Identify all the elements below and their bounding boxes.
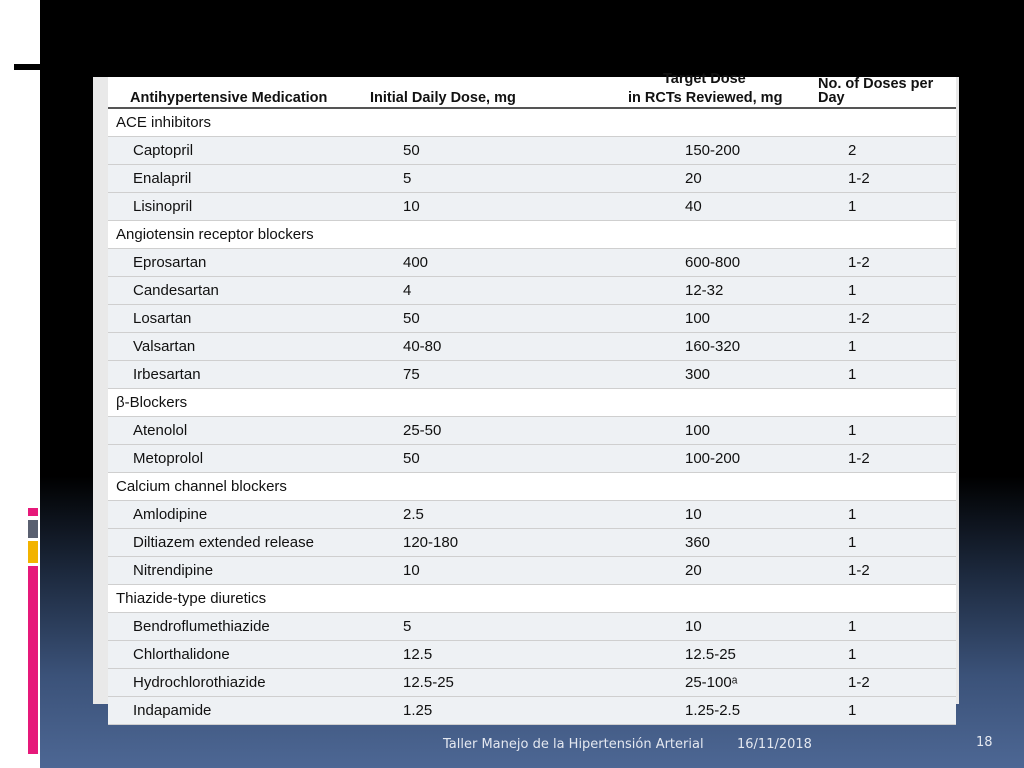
initial-dose-cell xyxy=(358,108,628,137)
table-category-row xyxy=(108,221,956,249)
doses-per-day-cell: 1 xyxy=(818,417,956,445)
doses-per-day-cell: 1 xyxy=(818,361,956,389)
doses-per-day-cell: 1-2 xyxy=(818,305,956,333)
category-name-cell: Calcium channel blockers xyxy=(108,473,358,501)
initial-dose-cell: 12.5 xyxy=(358,641,628,669)
initial-dose-cell xyxy=(358,389,628,417)
drug-name-cell: Metoprolol xyxy=(108,445,358,473)
initial-dose-cell xyxy=(358,473,628,501)
table-row xyxy=(108,333,956,361)
table-row xyxy=(108,641,956,669)
table-row xyxy=(108,697,956,725)
drug-name-cell: Atenolol xyxy=(108,417,358,445)
footer-date: 16/11/2018 xyxy=(737,737,812,752)
footer-title: Taller Manejo de la Hipertensión Arterial xyxy=(443,737,704,752)
doses-per-day-cell: 1 xyxy=(818,193,956,221)
drug-name-cell: Bendroflumethiazide xyxy=(108,613,358,641)
initial-dose-cell: 10 xyxy=(358,193,628,221)
doses-per-day-cell xyxy=(818,221,956,249)
table-row xyxy=(108,193,956,221)
initial-dose-cell: 50 xyxy=(358,305,628,333)
doses-per-day-cell xyxy=(818,389,956,417)
drug-name-cell: Indapamide xyxy=(108,697,358,725)
target-dose-cell: 100 xyxy=(628,305,818,333)
initial-dose-cell: 10 xyxy=(358,557,628,585)
doses-per-day-cell: 1 xyxy=(818,277,956,305)
target-dose-cell: 20 xyxy=(628,165,818,193)
table-row xyxy=(108,529,956,557)
initial-dose-cell: 75 xyxy=(358,361,628,389)
target-dose-cell xyxy=(628,585,818,613)
drug-name-cell: Eprosartan xyxy=(108,249,358,277)
table-row xyxy=(108,417,956,445)
target-dose-header-top: Target Dose xyxy=(663,71,746,87)
table-row xyxy=(108,305,956,333)
target-dose-cell: 100 xyxy=(628,417,818,445)
target-dose-cell: 25-100ᵃ xyxy=(628,669,818,697)
target-dose-cell: 360 xyxy=(628,529,818,557)
target-dose-cell: 20 xyxy=(628,557,818,585)
initial-dose-cell xyxy=(358,221,628,249)
doses-per-day-cell: 1 xyxy=(818,529,956,557)
initial-dose-cell: 5 xyxy=(358,165,628,193)
table-image-panel xyxy=(93,71,959,719)
doses-per-day-cell: 1 xyxy=(818,641,956,669)
table-row xyxy=(108,613,956,641)
target-dose-cell: 10 xyxy=(628,613,818,641)
target-dose-cell: 150-200 xyxy=(628,137,818,165)
table-category-row xyxy=(108,108,956,137)
doses-per-day-cell: 1 xyxy=(818,333,956,361)
initial-dose-cell: 40-80 xyxy=(358,333,628,361)
target-dose-cell xyxy=(628,108,818,137)
header-initial-dose: Initial Daily Dose, mg xyxy=(358,77,628,108)
target-dose-cell: 300 xyxy=(628,361,818,389)
table-category-row xyxy=(108,585,956,613)
table-row xyxy=(108,557,956,585)
target-dose-cell: 12.5-25 xyxy=(628,641,818,669)
drug-name-cell: Candesartan xyxy=(108,277,358,305)
category-name-cell: Thiazide-type diuretics xyxy=(108,585,358,613)
drug-name-cell: Losartan xyxy=(108,305,358,333)
table-row xyxy=(108,501,956,529)
doses-per-day-cell: 1-2 xyxy=(818,557,956,585)
medication-table-container xyxy=(108,71,956,719)
table-row xyxy=(108,669,956,697)
target-dose-cell: 100-200 xyxy=(628,445,818,473)
drug-name-cell: Amlodipine xyxy=(108,501,358,529)
target-dose-cell: 600-800 xyxy=(628,249,818,277)
target-dose-cell xyxy=(628,221,818,249)
decorative-lines-icon xyxy=(14,20,44,130)
initial-dose-cell: 4 xyxy=(358,277,628,305)
doses-per-day-cell: 1-2 xyxy=(818,249,956,277)
category-name-cell: ACE inhibitors xyxy=(108,108,358,137)
table-row xyxy=(108,277,956,305)
target-dose-cell: 10 xyxy=(628,501,818,529)
category-name-cell: Angiotensin receptor blockers xyxy=(108,221,358,249)
initial-dose-cell: 25-50 xyxy=(358,417,628,445)
initial-dose-cell: 50 xyxy=(358,137,628,165)
doses-per-day-cell xyxy=(818,473,956,501)
drug-name-cell: Lisinopril xyxy=(108,193,358,221)
doses-per-day-cell: 2 xyxy=(818,137,956,165)
table-row xyxy=(108,445,956,473)
target-dose-cell: 160-320 xyxy=(628,333,818,361)
table-row xyxy=(108,165,956,193)
header-medication: Antihypertensive Medication xyxy=(108,77,358,108)
target-dose-cell xyxy=(628,389,818,417)
target-dose-cell: 1.25-2.5 xyxy=(628,697,818,725)
drug-name-cell: Irbesartan xyxy=(108,361,358,389)
target-dose-cell: 12-32 xyxy=(628,277,818,305)
doses-per-day-cell: 1-2 xyxy=(818,669,956,697)
doses-per-day-cell: 1-2 xyxy=(818,165,956,193)
initial-dose-cell: 120-180 xyxy=(358,529,628,557)
drug-name-cell: Nitrendipine xyxy=(108,557,358,585)
slide-number: 18 xyxy=(976,735,993,750)
category-name-cell: β-Blockers xyxy=(108,389,358,417)
table-category-row xyxy=(108,473,956,501)
table-row xyxy=(108,249,956,277)
target-dose-cell: 40 xyxy=(628,193,818,221)
header-doses-per-day: No. of Doses per Day xyxy=(818,77,956,108)
drug-name-cell: Enalapril xyxy=(108,165,358,193)
initial-dose-cell: 2.5 xyxy=(358,501,628,529)
initial-dose-cell xyxy=(358,585,628,613)
table-row xyxy=(108,361,956,389)
target-dose-cell xyxy=(628,473,818,501)
doses-per-day-cell xyxy=(818,108,956,137)
drug-name-cell: Hydrochlorothiazide xyxy=(108,669,358,697)
drug-name-cell: Diltiazem extended release xyxy=(108,529,358,557)
drug-name-cell: Chlorthalidone xyxy=(108,641,358,669)
doses-per-day-cell: 1 xyxy=(818,501,956,529)
initial-dose-cell: 5 xyxy=(358,613,628,641)
table-row xyxy=(108,137,956,165)
initial-dose-cell: 50 xyxy=(358,445,628,473)
header-target-dose: in RCTs Reviewed, mg xyxy=(628,77,818,108)
doses-per-day-cell: 1 xyxy=(818,697,956,725)
doses-per-day-cell: 1-2 xyxy=(818,445,956,473)
table-category-row xyxy=(108,389,956,417)
table-header-row xyxy=(108,77,956,108)
initial-dose-cell: 400 xyxy=(358,249,628,277)
initial-dose-cell: 12.5-25 xyxy=(358,669,628,697)
doses-per-day-cell: 1 xyxy=(818,613,956,641)
initial-dose-cell: 1.25 xyxy=(358,697,628,725)
drug-name-cell: Captopril xyxy=(108,137,358,165)
doses-per-day-cell xyxy=(818,585,956,613)
medication-table xyxy=(108,77,956,725)
drug-name-cell: Valsartan xyxy=(108,333,358,361)
